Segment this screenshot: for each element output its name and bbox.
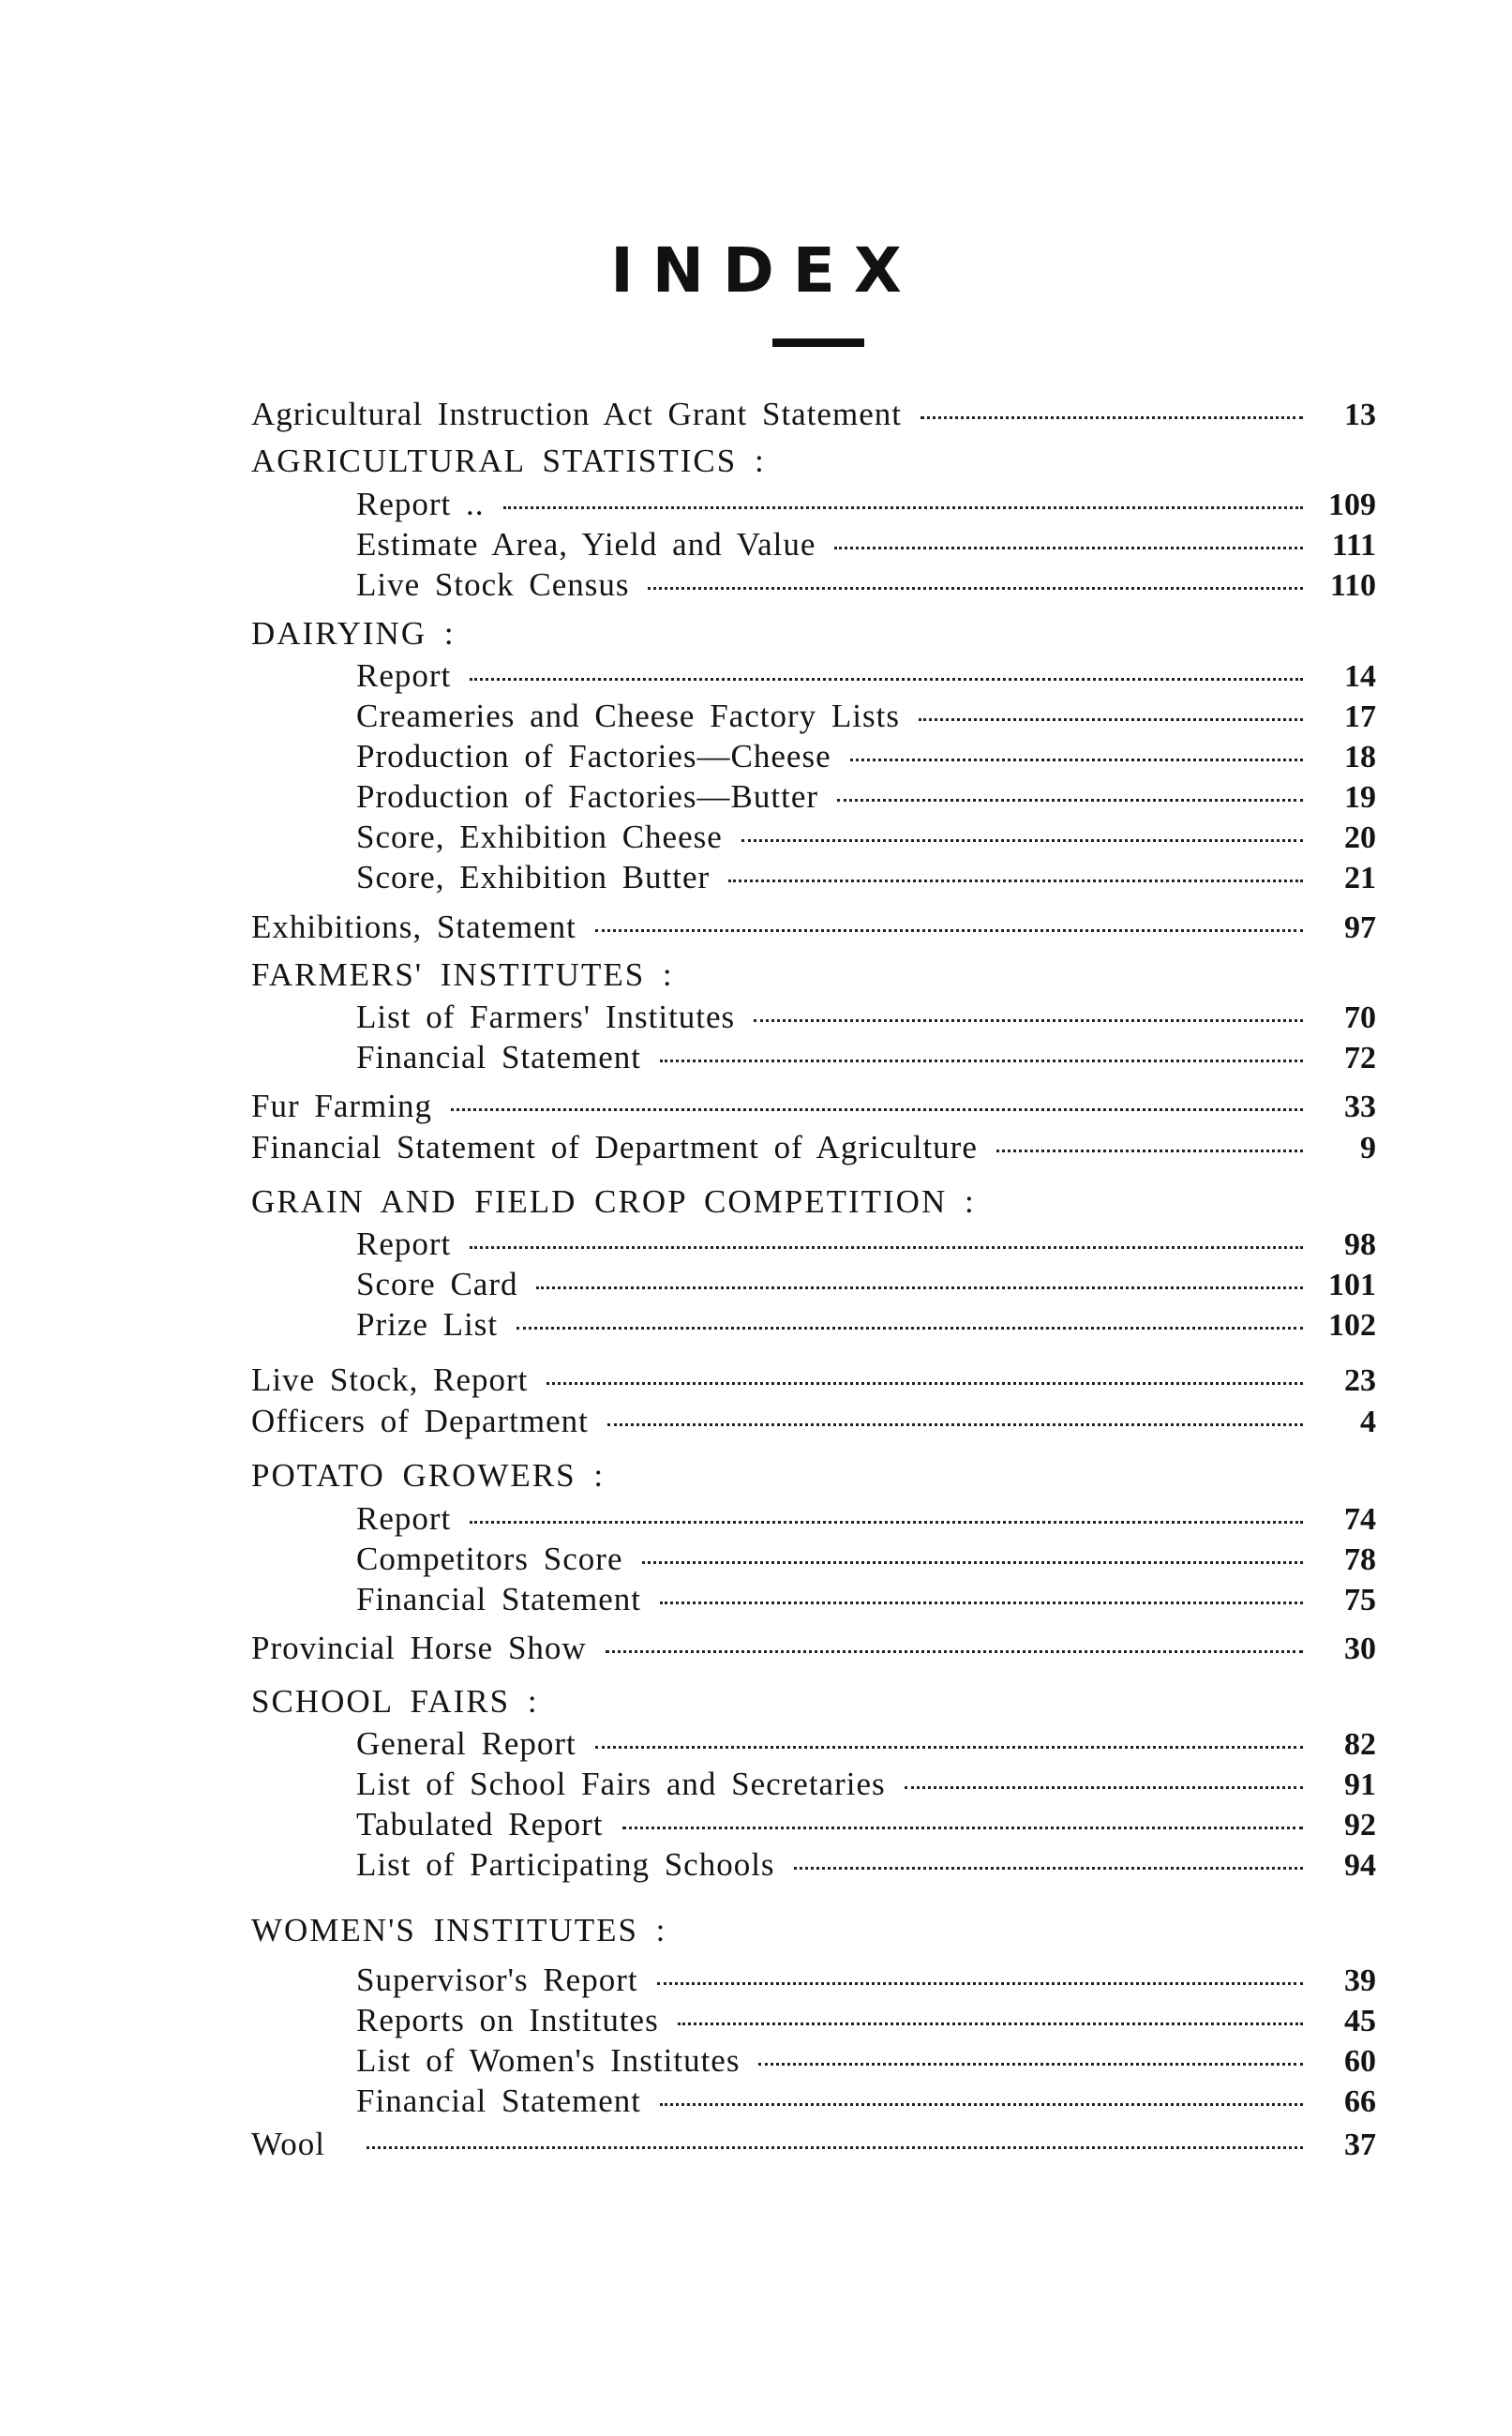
- dot-leader: [516, 1327, 1303, 1330]
- index-subentry: [356, 857, 1376, 898]
- entry-page: 60: [1344, 2044, 1376, 2079]
- entry-label: Financial Statement of Department of Agriculture: [251, 1129, 978, 1165]
- entry-page: 78: [1344, 1542, 1376, 1577]
- section-heading: DAIRYING :: [251, 615, 456, 652]
- index-subentry: [356, 1764, 1376, 1805]
- entry-label: Exhibitions, Statement: [251, 909, 576, 945]
- dot-leader: [996, 1150, 1303, 1152]
- entry-label: Estimate Area, Yield and Value: [356, 526, 816, 563]
- index-subentry: [356, 997, 1376, 1038]
- entry-page: 111: [1331, 528, 1376, 563]
- entry-page: 17: [1344, 699, 1376, 734]
- index-subentry: [356, 776, 1376, 818]
- index-entry: [251, 1360, 1376, 1401]
- index-subentry: [356, 1579, 1376, 1620]
- index-subentry: [356, 1539, 1376, 1580]
- entry-page: 33: [1344, 1090, 1376, 1124]
- dot-leader: [834, 547, 1303, 549]
- index-entry: [251, 1086, 1376, 1127]
- entry-page: 94: [1344, 1848, 1376, 1883]
- entry-label: Production of Factories—Butter: [356, 778, 819, 815]
- index-subentry: [356, 484, 1376, 525]
- entry-page: 98: [1344, 1227, 1376, 1262]
- section-heading: SCHOOL FAIRS :: [251, 1683, 539, 1720]
- entry-label: List of Women's Institutes: [356, 2042, 741, 2079]
- entry-page: 91: [1344, 1767, 1376, 1802]
- entry-page: 109: [1328, 488, 1376, 522]
- index-subentry: [356, 696, 1376, 737]
- index-subentry: [356, 817, 1376, 858]
- index-subentry: [356, 1960, 1376, 2001]
- entry-page: 97: [1344, 910, 1376, 945]
- index-subentry: [356, 736, 1376, 777]
- dot-leader: [660, 1601, 1303, 1604]
- index-entry: [251, 1628, 1376, 1669]
- dot-leader: [728, 880, 1303, 882]
- entry-label: Financial Statement: [356, 2083, 641, 2119]
- index-subentry: [356, 1804, 1376, 1845]
- index-subentry: [356, 2081, 1376, 2122]
- page-title: INDEX: [610, 234, 921, 307]
- entry-page: 14: [1344, 659, 1376, 694]
- entry-label: Live Stock Census: [356, 566, 630, 603]
- entry-label: Report ..: [356, 486, 485, 522]
- entry-label: General Report: [356, 1725, 576, 1762]
- section-heading: WOMEN'S INSTITUTES :: [251, 1912, 667, 1948]
- dot-leader: [794, 1867, 1303, 1870]
- index-subentry: [356, 1844, 1376, 1886]
- entry-label: Reports on Institutes: [356, 2002, 659, 2038]
- dot-leader: [451, 1108, 1303, 1111]
- dot-leader: [660, 1060, 1303, 1062]
- entry-page: 18: [1344, 740, 1376, 774]
- entry-page: 23: [1344, 1363, 1376, 1398]
- dot-leader: [741, 839, 1303, 842]
- dot-leader: [595, 1746, 1303, 1749]
- dot-leader: [905, 1786, 1303, 1789]
- dot-leader: [850, 759, 1303, 761]
- entry-label: Financial Statement: [356, 1039, 641, 1075]
- entry-page: 102: [1328, 1308, 1376, 1343]
- entry-label: Officers of Department: [251, 1403, 589, 1439]
- index-subentry: [356, 1264, 1376, 1305]
- entry-page: 110: [1329, 568, 1376, 603]
- dot-leader: [367, 2146, 1303, 2149]
- entry-page: 72: [1344, 1041, 1376, 1075]
- section-heading: AGRICULTURAL STATISTICS :: [251, 443, 766, 479]
- dot-leader: [657, 1982, 1303, 1985]
- dot-leader: [470, 678, 1303, 681]
- entry-label: Creameries and Cheese Factory Lists: [356, 698, 900, 734]
- dot-leader: [660, 2103, 1303, 2106]
- entry-page: 70: [1344, 1000, 1376, 1035]
- entry-label: Agricultural Instruction Act Grant Statement: [251, 396, 902, 432]
- entry-page: 19: [1344, 780, 1376, 815]
- entry-page: 74: [1344, 1502, 1376, 1537]
- entry-page: 4: [1360, 1405, 1376, 1439]
- entry-page: 92: [1344, 1808, 1376, 1842]
- entry-page: 82: [1344, 1727, 1376, 1762]
- dot-leader: [470, 1521, 1303, 1524]
- entry-label: Prize List: [356, 1306, 499, 1343]
- index-subentry: [356, 1037, 1376, 1078]
- dot-leader: [622, 1827, 1304, 1829]
- section-heading: POTATO GROWERS :: [251, 1457, 606, 1494]
- entry-label: Production of Factories—Cheese: [356, 738, 831, 774]
- entry-label: List of Farmers' Institutes: [356, 999, 736, 1035]
- entry-label: Score, Exhibition Butter: [356, 859, 711, 895]
- index-entry: [251, 394, 1376, 435]
- index-entry: [251, 1401, 1376, 1442]
- index-subentry: [356, 1224, 1376, 1265]
- entry-label: List of Participating Schools: [356, 1846, 775, 1883]
- dot-leader: [470, 1246, 1303, 1249]
- dot-leader: [921, 416, 1303, 419]
- dot-leader: [546, 1382, 1303, 1385]
- entry-label: Score, Exhibition Cheese: [356, 819, 723, 855]
- dot-leader: [648, 587, 1303, 590]
- entry-label: Provincial Horse Show: [251, 1630, 587, 1666]
- section-heading: FARMERS' INSTITUTES :: [251, 956, 674, 993]
- entry-label: Tabulated Report: [356, 1806, 604, 1842]
- dot-leader: [919, 718, 1303, 721]
- entry-label: Score Card: [356, 1266, 518, 1302]
- dot-leader: [536, 1286, 1303, 1289]
- entry-label: Report: [356, 1500, 452, 1537]
- dot-leader: [837, 799, 1303, 802]
- entry-page: 39: [1344, 1963, 1376, 1998]
- entry-label: Supervisor's Report: [356, 1962, 638, 1998]
- index-entry: [251, 2124, 1376, 2165]
- entry-label: Report: [356, 657, 452, 694]
- index-subentry: [356, 655, 1376, 697]
- index-subentry: [356, 1498, 1376, 1540]
- entry-label: Wool: [251, 2126, 325, 2162]
- dot-leader: [595, 929, 1303, 932]
- entry-page: 101: [1328, 1268, 1376, 1302]
- dot-leader: [503, 506, 1303, 509]
- entry-page: 20: [1344, 820, 1376, 855]
- dot-leader: [607, 1423, 1303, 1426]
- entry-page: 21: [1344, 861, 1376, 895]
- index-subentry: [356, 1723, 1376, 1765]
- entry-page: 9: [1360, 1131, 1376, 1165]
- entry-label: Financial Statement: [356, 1581, 641, 1617]
- index-subentry: [356, 2000, 1376, 2041]
- entry-page: 30: [1344, 1632, 1376, 1666]
- entry-page: 75: [1344, 1583, 1376, 1617]
- entry-label: List of School Fairs and Secretaries: [356, 1766, 886, 1802]
- section-heading: GRAIN AND FIELD CROP COMPETITION :: [251, 1183, 976, 1220]
- entry-page: 37: [1344, 2128, 1376, 2162]
- entry-label: Live Stock, Report: [251, 1361, 529, 1398]
- index-subentry: [356, 524, 1376, 565]
- index-entry: [251, 1127, 1376, 1168]
- entry-page: 13: [1344, 398, 1376, 432]
- dot-leader: [606, 1650, 1303, 1653]
- dot-leader: [678, 2022, 1303, 2025]
- dot-leader: [754, 1019, 1303, 1022]
- entry-label: Report: [356, 1226, 452, 1262]
- dot-leader: [758, 2063, 1303, 2066]
- entry-label: Competitors Score: [356, 1541, 623, 1577]
- index-subentry: [356, 2040, 1376, 2082]
- index-entry: [251, 907, 1376, 948]
- index-subentry: [356, 1304, 1376, 1346]
- entry-page: 66: [1344, 2084, 1376, 2119]
- entry-label: Fur Farming: [251, 1088, 432, 1124]
- entry-page: 45: [1344, 2004, 1376, 2038]
- dot-leader: [642, 1561, 1304, 1564]
- index-subentry: [356, 564, 1376, 606]
